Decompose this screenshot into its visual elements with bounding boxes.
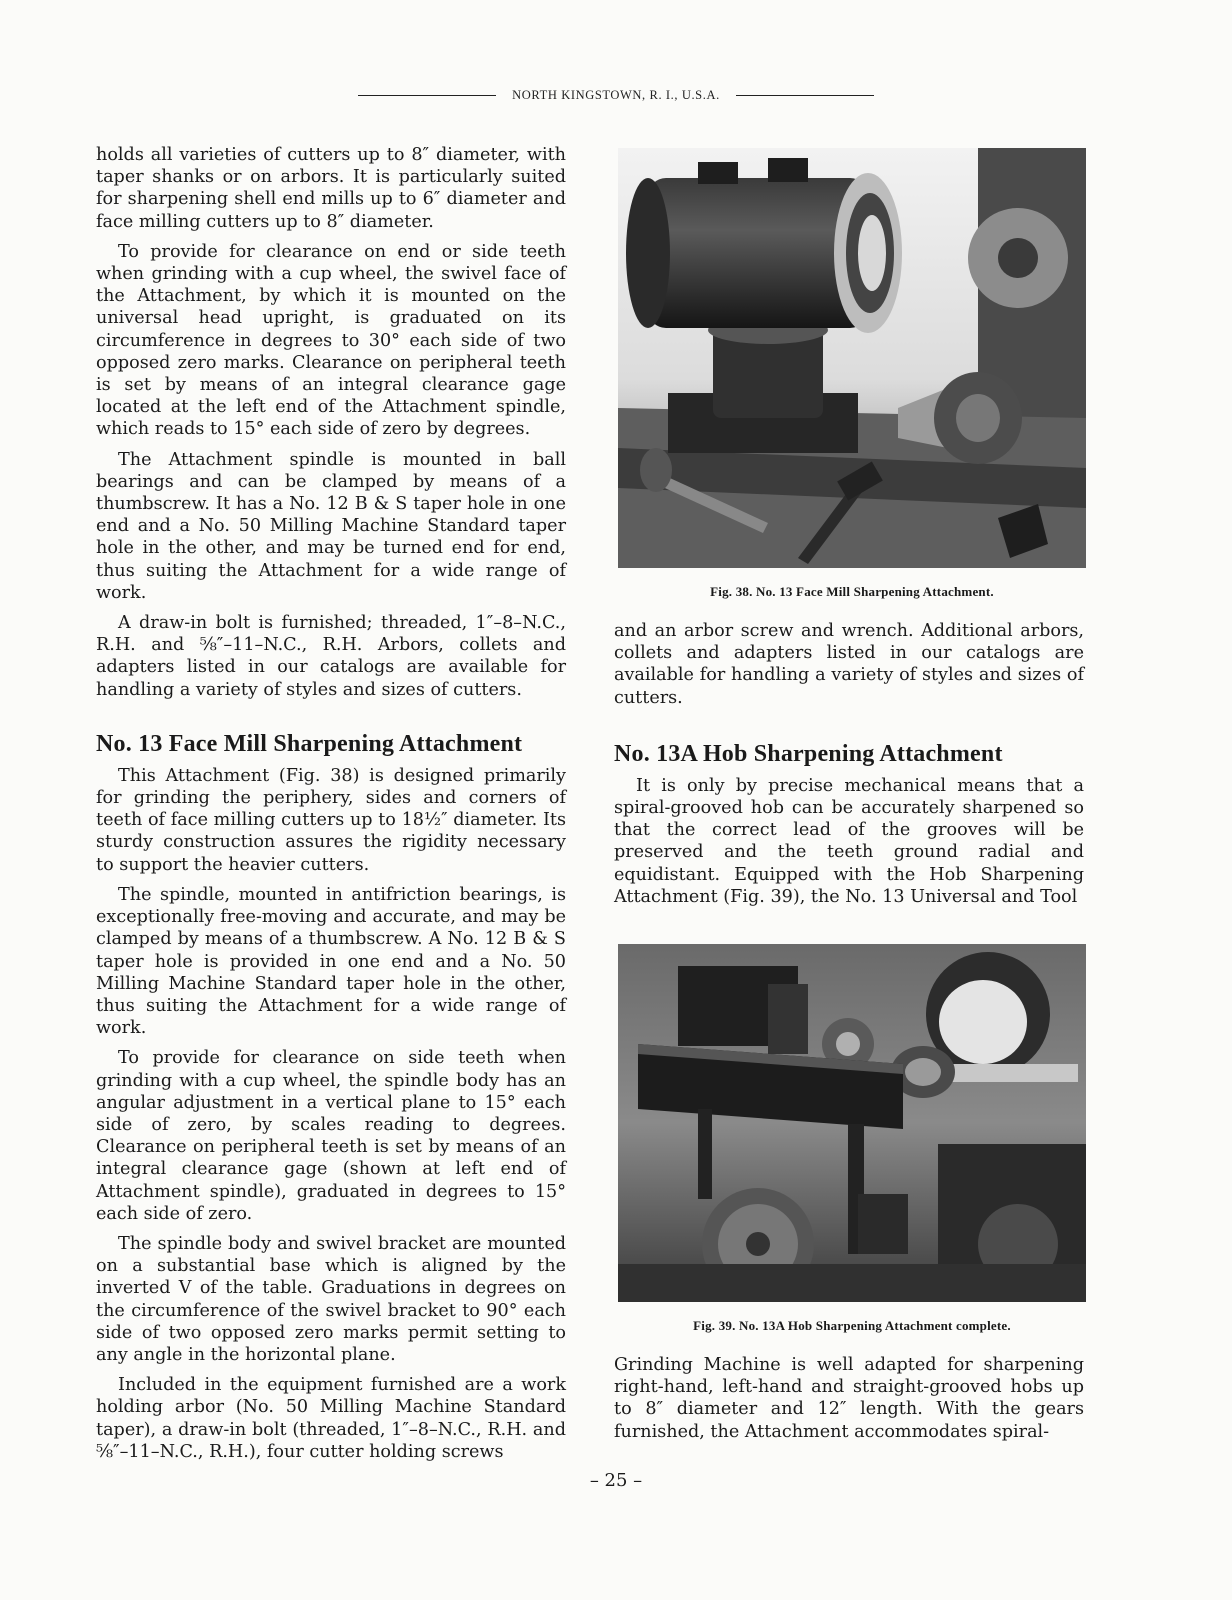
paragraph: holds all varieties of cutters up to 8″ diameter, with taper shanks or on arbors. It is particularly suited for sharpening shell end mills up to 6″ diameter and face milling cutters up to 8″ diameter. bbox=[96, 145, 566, 232]
section-heading: No. 13 Face Mill Sharpening Attachment bbox=[96, 730, 523, 757]
paragraph: To provide for clearance on side teeth when grinding with a cup wheel, the spindle body has an angular adjustment in a vertical plane to 15° each side of zero, by scales reading to degrees. Clearance on peripheral teeth is set by means of an integral clearance gage (shown at left end of Attachment spindle), graduated in degrees to 15° each side of zero. bbox=[96, 1048, 566, 1224]
paragraph: The Attachment spindle is mounted in ball bearings and can be clamped by means of a thumbscrew. It has a No. 12 B & S taper hole in one end and a No. 50 Milling Machine Standard taper hole in the other, and may be turned end for end, thus suiting the Attachment for a wide range of work. bbox=[96, 449, 566, 603]
left-column bbox=[96, 144, 566, 1471]
running-head-text: NORTH KINGSTOWN, R. I., U.S.A. bbox=[512, 88, 720, 102]
paragraph: A draw-in bolt is furnished; threaded, 1″–8–N.C., R.H. and ⅝″–11–N.C., R.H. Arbors, collets and adapters listed in our catalogs are available for handling a variety of styles and sizes of cutters. bbox=[96, 613, 566, 700]
header-rule-left bbox=[358, 95, 496, 96]
paragraph: The spindle body and swivel bracket are mounted on a substantial base which is aligned by the inverted V of the table. Graduations in degrees on the circumference of the swivel bracket to 90° each side of two opposed zero marks permit setting to any angle in the horizontal plane. bbox=[96, 1233, 566, 1365]
figure-39-caption: Fig. 39. No. 13A Hob Sharpening Attachment complete. bbox=[693, 1318, 1011, 1333]
figure-38 bbox=[618, 148, 1086, 600]
paragraph: This Attachment (Fig. 38) is designed primarily for grinding the periphery, sides and corners of teeth of face milling cutters up to 18½″ diameter. Its sturdy construction assures the rigidity necessary to support the heavier cutters. bbox=[96, 765, 566, 875]
paragraph: The spindle, mounted in antifriction bearings, is exceptionally free-moving and accurate, and may be clamped by means of a thumbscrew. A No. 12 B & S taper hole is provided in one end and a No. 50 Milling Machine Standard taper hole in the other, thus suiting the Attachment for a wide range of work. bbox=[96, 884, 566, 1039]
paragraph: Grinding Machine is well adapted for sharpening right-hand, left-hand and straight-grooved hobs up to 8″ diameter and 12″ length. With the gears furnished, the Attachment accommodates spiral- bbox=[614, 1355, 1084, 1442]
right-column bbox=[614, 620, 1084, 916]
figure-38-photo bbox=[618, 148, 1086, 568]
header-rule-right bbox=[736, 95, 874, 96]
section-heading: No. 13A Hob Sharpening Attachment bbox=[614, 740, 1003, 767]
paragraph: and an arbor screw and wrench. Additional arbors, collets and adapters listed in our catalogs are available for handling a variety of styles and sizes of cutters. bbox=[614, 621, 1084, 708]
page-number: – 25 – bbox=[589, 1470, 643, 1491]
paragraph: It is only by precise mechanical means that a spiral-grooved hob can be accurately sharpened so that the correct lead of the grooves will be preserved and the teeth ground radial and equidistant. Equipped with the Hob Sharpening Attachment (Fig. 39), the No. 13 Universal and Tool bbox=[614, 775, 1084, 907]
figure-39 bbox=[618, 944, 1086, 1334]
right-column-continued bbox=[614, 1354, 1084, 1451]
running-head bbox=[0, 88, 1232, 103]
figure-39-photo bbox=[618, 944, 1086, 1302]
paragraph: Included in the equipment furnished are a work holding arbor (No. 50 Milling Machine Standard taper), a draw-in bolt (threaded, 1″–8–N.C., R.H. and ⅝″–11–N.C., R.H.), four cutter holding screws bbox=[96, 1375, 566, 1462]
figure-38-caption: Fig. 38. No. 13 Face Mill Sharpening Attachment. bbox=[710, 584, 994, 599]
paragraph: To provide for clearance on end or side teeth when grinding with a cup wheel, the swivel face of the Attachment, by which it is mounted on the universal head upright, is graduated on its circumference in degrees to 30° each side of two opposed zero marks. Clearance on peripheral teeth is set by means of an integral clearance gage located at the left end of the Attachment spindle, which reads to 15° each side of zero by degrees. bbox=[96, 241, 566, 440]
